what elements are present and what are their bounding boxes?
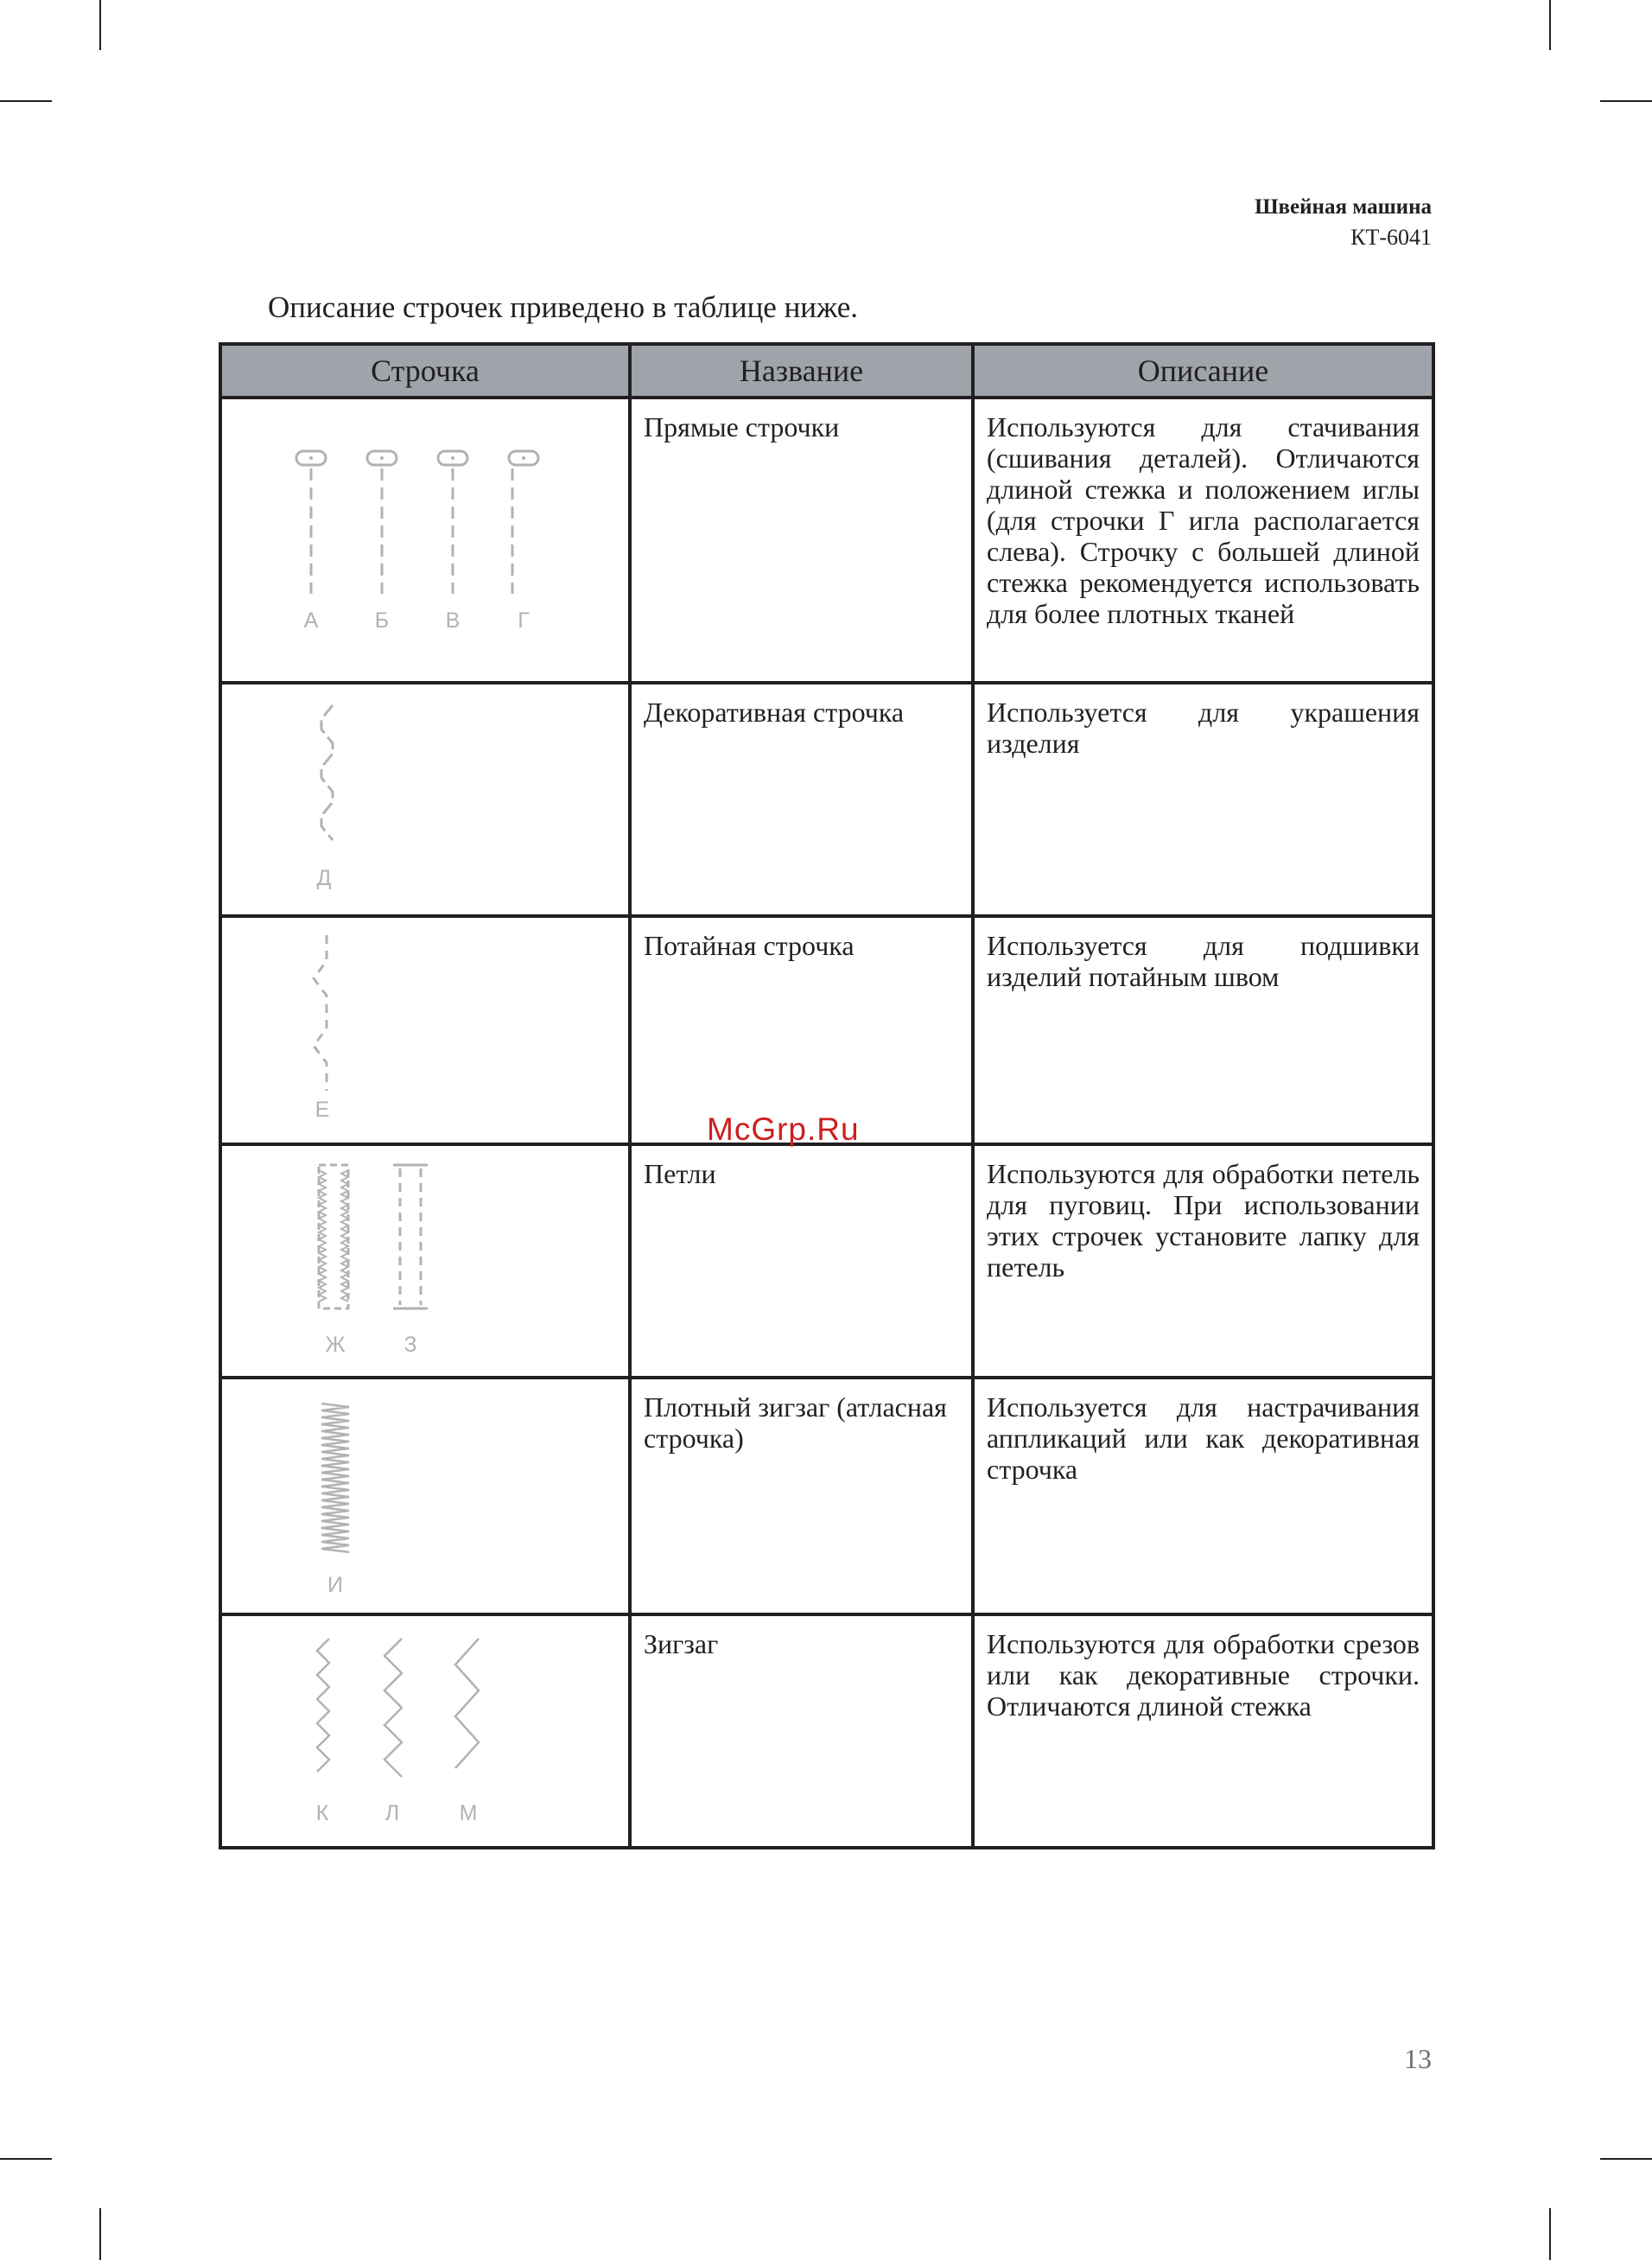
pattern-label: Л <box>384 1801 400 1825</box>
buttonhole-stitch-zh-icon <box>319 1165 348 1308</box>
pattern-label: В <box>445 608 461 633</box>
pattern-label: Д <box>316 866 332 890</box>
stitch-description: Используется для подшивки изделий потайным швом <box>973 916 1433 1144</box>
straight-stitch-g-icon <box>509 451 538 594</box>
stitch-description: Используется для украшения изделия <box>973 683 1433 916</box>
pattern-label: Е <box>315 1098 330 1122</box>
buttonhole-stitch-z-icon <box>393 1165 428 1308</box>
pattern-label: Ж <box>325 1333 346 1357</box>
table-row <box>220 1144 1433 1378</box>
table-header-row <box>220 344 1433 398</box>
stitch-name: Прямые строчки <box>630 398 973 683</box>
straight-stitch-v-icon <box>438 451 467 594</box>
pattern-label: И <box>327 1573 343 1597</box>
column-header-name: Название <box>630 344 973 398</box>
crop-mark <box>99 0 101 50</box>
page-number: 13 <box>1404 2043 1432 2074</box>
zigzag-stitches-icon <box>222 1616 628 1846</box>
crop-mark <box>1600 2158 1652 2160</box>
stitch-name: Потайная строчка <box>630 916 973 1144</box>
stitch-pattern-cell <box>220 1614 630 1848</box>
stitch-pattern-cell <box>220 1378 630 1614</box>
stitch-description: Используются для стачивания (сшивания деталей). Отличаются длиной стежка и положением иглы (для строчки Г игла располагается слева). Строчку с большей длиной стежка рекомендуется использовать для более плотных тканей <box>973 398 1433 683</box>
crop-mark <box>1600 100 1652 102</box>
intro-text: Описание строчек приведено в таблице ниже. <box>268 290 859 324</box>
column-header-description: Описание <box>973 344 1433 398</box>
crop-mark <box>0 2158 52 2160</box>
zigzag-stitch-l-icon <box>384 1639 402 1777</box>
stitch-pattern-cell <box>220 683 630 916</box>
buttonhole-stitches-icon <box>222 1146 628 1376</box>
document-title: Швейная машина <box>1255 195 1432 219</box>
stitch-description: Используются для обработки срезов или как декоративные строчки. Отличаются длиной стежка <box>973 1614 1433 1848</box>
zigzag-stitch-m-icon <box>455 1639 479 1768</box>
stitch-pattern-cell <box>220 398 630 683</box>
crop-mark <box>0 100 52 102</box>
stitch-table <box>219 342 1435 1849</box>
stitch-name: Плотный зигзаг (атласная строчка) <box>630 1378 973 1614</box>
stitch-name: Декоративная строчка <box>630 683 973 916</box>
table-row <box>220 1614 1433 1848</box>
table-row <box>220 916 1433 1144</box>
stitch-description: Используются для обработки петель для пуговиц. При использовании этих строчек установите лапку для петель <box>973 1144 1433 1378</box>
straight-stitches-icon <box>222 399 628 681</box>
stitch-pattern-cell <box>220 1144 630 1378</box>
stitch-name: Зигзаг <box>630 1614 973 1848</box>
stitch-name: Петли <box>630 1144 973 1378</box>
stitch-description: Используется для настрачивания аппликаций или как декоративная строчка <box>973 1378 1433 1614</box>
satin-stitch-icon <box>222 1379 628 1613</box>
pattern-label: З <box>403 1333 417 1357</box>
blind-stitch-icon <box>222 918 628 1143</box>
crop-mark <box>1549 0 1551 50</box>
table-row <box>220 683 1433 916</box>
column-header-stitch: Строчка <box>220 344 630 398</box>
table-row <box>220 398 1433 683</box>
decorative-stitch-icon <box>222 684 628 914</box>
watermark: McGrp.Ru <box>707 1111 860 1147</box>
zigzag-stitch-k-icon <box>317 1639 329 1772</box>
straight-stitch-b-icon <box>367 451 397 594</box>
pattern-label: М <box>459 1801 478 1825</box>
straight-stitch-a-icon <box>296 451 326 594</box>
pattern-label: Г <box>518 608 530 633</box>
pattern-label: К <box>315 1801 329 1825</box>
table-row <box>220 1378 1433 1614</box>
pattern-label: А <box>303 608 319 633</box>
crop-mark <box>1549 2208 1551 2260</box>
pattern-label: Б <box>374 608 390 633</box>
crop-mark <box>99 2208 101 2260</box>
model-number: КТ-6041 <box>1350 225 1432 250</box>
stitch-pattern-cell <box>220 916 630 1144</box>
